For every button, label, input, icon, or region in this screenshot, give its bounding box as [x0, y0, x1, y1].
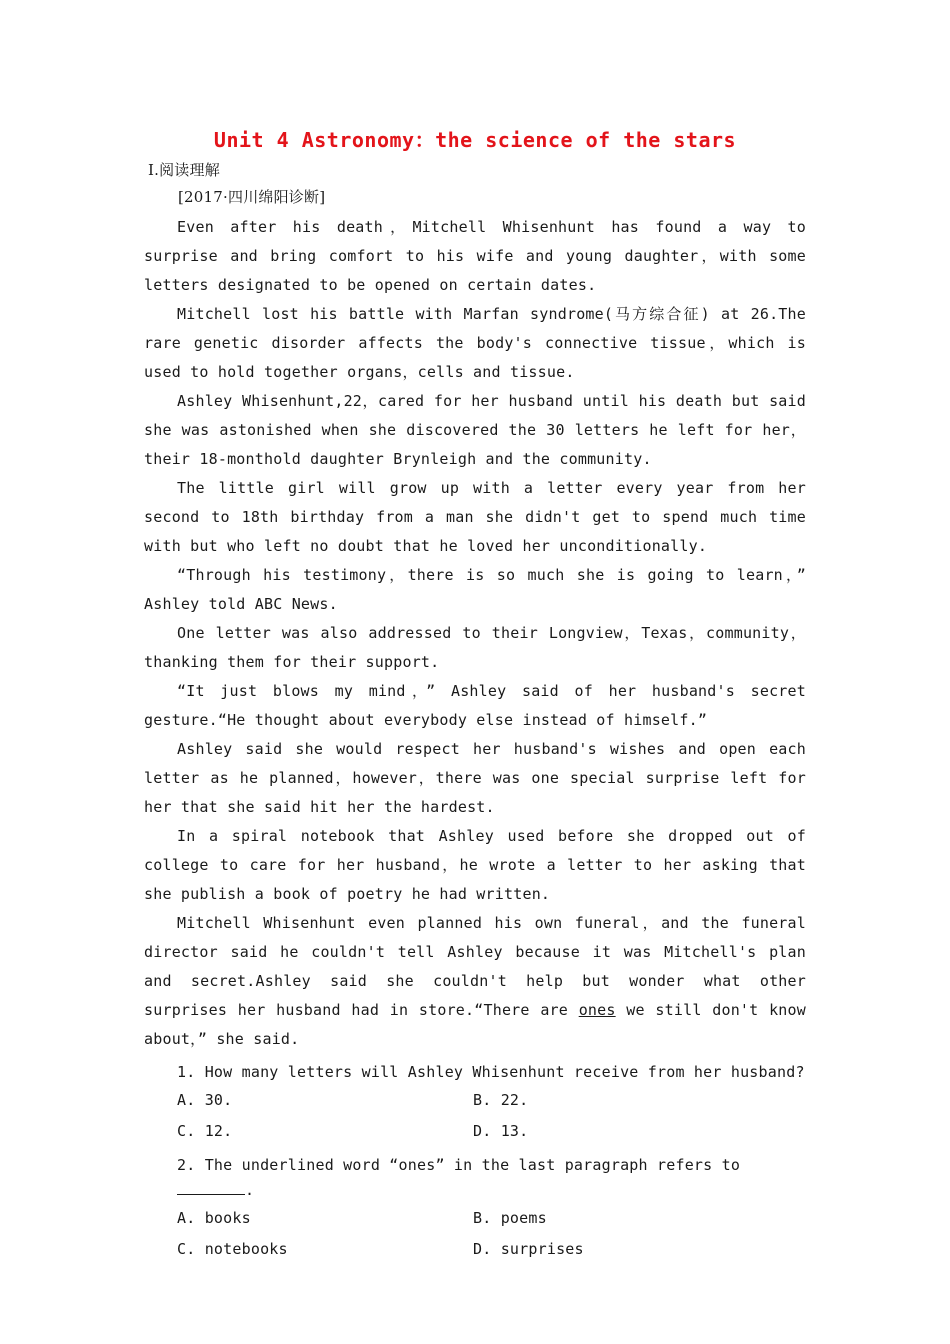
- last-paragraph-before: Mitchell Whisenhunt even planned his own funeral，and the funeral director said he couldn't tell Ashley because it was Mitchell's plan and secret.Ashley said she couldn't help but wonder what other surprises her husband had in store.“There are: [144, 914, 806, 1019]
- option-a: A. books: [177, 1209, 251, 1227]
- last-paragraph: [144, 909, 806, 1054]
- question-1-options-row: [177, 1085, 806, 1116]
- question-2-text: 2. The underlined word “ones” in the last paragraph refers to: [177, 1156, 741, 1174]
- question-1-options-row: [177, 1116, 806, 1147]
- option-c: C. 12.: [177, 1122, 233, 1140]
- option-a: A. 30.: [177, 1091, 233, 1109]
- source-label: [2017·四川绵阳诊断]: [178, 188, 326, 206]
- section-heading: Ⅰ.阅读理解: [148, 161, 220, 179]
- paragraph: The little girl will grow up with a letter every year from her second to 18th birthday from a man she didn't get to spend much time with but who left no doubt that he loved her unconditionally.: [144, 479, 806, 555]
- paragraph: “Through his testimony，there is so much she is going to learn，” Ashley told ABC News.: [144, 566, 806, 613]
- paragraph: Ashley Whisenhunt,22，cared for her husband until his death but said she was astonished when she discovered the 30 letters he left for her，their 18-monthold daughter Brynleigh and the community.: [144, 392, 806, 468]
- question-2-options-row: [177, 1203, 806, 1234]
- paragraph: In a spiral notebook that Ashley used before she dropped out of college to care for her husband，he wrote a letter to her asking that she publish a book of poetry he had written.: [144, 827, 806, 903]
- page-title: Unit 4 Astronomy：the science of the stars: [213, 128, 737, 152]
- question-1: 1. How many letters will Ashley Whisenhunt receive from her husband?: [177, 1063, 805, 1081]
- underlined-word: ones: [578, 1001, 616, 1019]
- paragraph: “It just blows my mind，” Ashley said of her husband's secret gesture.“He thought about everybody else instead of himself.”: [144, 682, 806, 729]
- option-d: D. 13.: [473, 1122, 529, 1140]
- option-c: C. notebooks: [177, 1240, 288, 1258]
- last-paragraph-after: we still don't know about，” she said.: [144, 1001, 806, 1048]
- answer-blank: [177, 1180, 245, 1195]
- option-d: D. surprises: [473, 1240, 584, 1258]
- question-2-options-row: [177, 1234, 806, 1265]
- document-page: [144, 120, 806, 1265]
- option-b: B. 22.: [473, 1091, 529, 1109]
- option-b: B. poems: [473, 1209, 547, 1227]
- paragraph: Even after his death，Mitchell Whisenhunt has found a way to surprise and bring comfort to his wife and young daughter，with some letters designated to be opened on certain dates.: [144, 218, 806, 294]
- paragraph: Mitchell lost his battle with Marfan syndrome(马方综合征) at 26.The rare genetic disorder affects the body's connective tissue，which is used to hold together organs，cells and tissue.: [144, 305, 806, 381]
- paragraph: Ashley said she would respect her husband's wishes and open each letter as he planned，however，there was one special surprise left for her that she said hit her the hardest.: [144, 740, 806, 816]
- question-2: 2. The underlined word “ones” in the last paragraph refers to .: [177, 1156, 741, 1199]
- paragraph: One letter was also addressed to their Longview，Texas，community，thanking them for their support.: [144, 624, 806, 671]
